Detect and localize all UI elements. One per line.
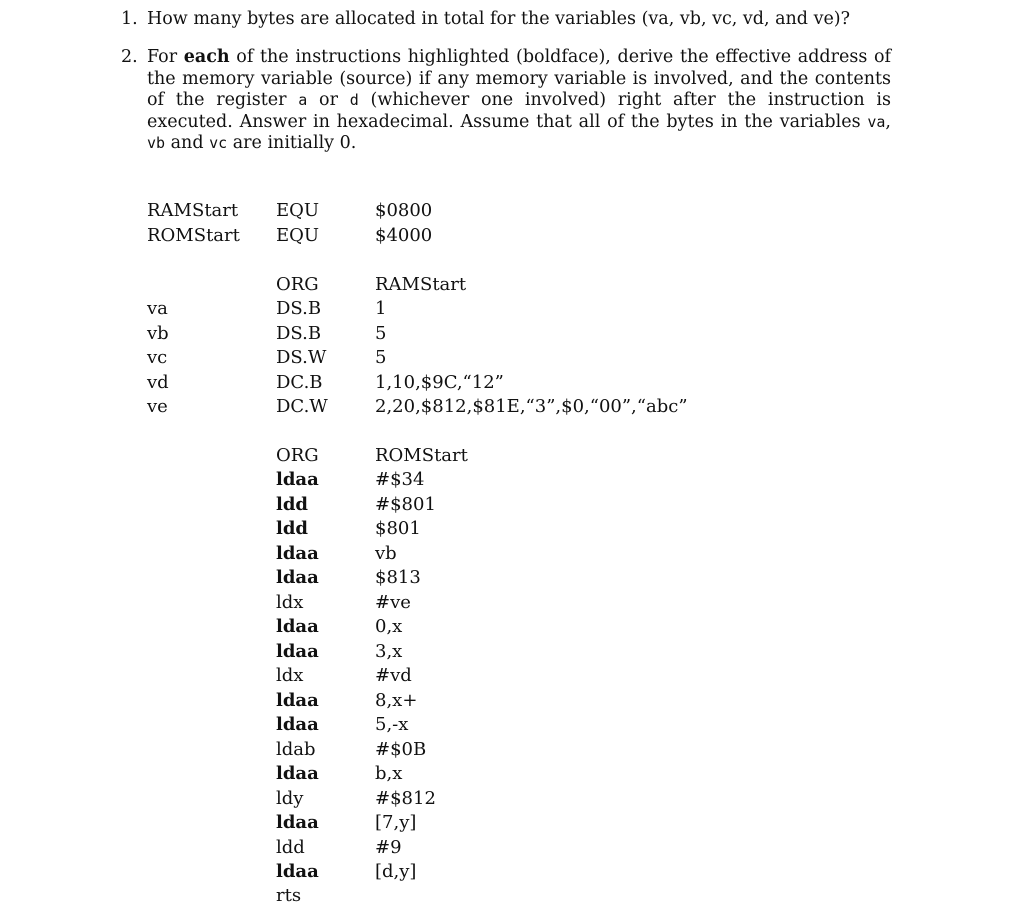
code-opcode: ldd [276,837,305,858]
code-label: RAMStart [147,200,239,221]
code-opcode: DS.B [276,323,322,344]
code-opcode: ldaa [276,469,319,490]
code-operand: 1 [375,298,387,319]
code-opcode: EQU [276,225,320,246]
code-operand: #$801 [375,494,436,515]
register-name: a [298,91,308,109]
code-operand: #$0B [375,739,427,760]
code-opcode: ldaa [276,641,319,662]
code-opcode: ldx [276,665,304,686]
code-label: ROMStart [147,225,240,246]
text-segment: are initially 0. [227,133,357,153]
code-opcode: rts [276,885,302,906]
text-segment: For [147,47,184,67]
code-line [0,493,1024,517]
code-operand: #$34 [375,469,425,490]
code-operand: 5 [375,323,387,344]
code-operand: #ve [375,592,411,613]
code-line [0,199,1024,223]
variable-name: vc [209,134,228,152]
variable-name: va [867,112,886,131]
code-opcode: DS.B [276,298,322,319]
code-line [0,787,1024,811]
code-line [0,884,1024,908]
code-opcode: ldaa [276,812,319,833]
code-line [0,615,1024,639]
code-opcode: ldaa [276,690,319,711]
code-line [0,738,1024,762]
code-label: ve [147,396,168,417]
code-opcode: DC.W [276,396,328,417]
code-label: va [147,298,168,319]
code-operand: 1,10,$9C,“12” [375,372,504,393]
code-operand: ROMStart [375,445,468,466]
code-line [0,591,1024,615]
variable-name: vb [147,134,166,152]
code-operand: 3,x [375,641,403,662]
code-operand: $801 [375,518,421,539]
question-1 [121,9,891,31]
code-opcode: ldaa [276,543,319,564]
code-line [0,664,1024,688]
code-opcode: ORG [276,274,319,295]
text-segment: of the instructions highlighted (boldface), derive the effective address of the memory variable (source) if any memory variable is involved, and the contents of the register [147,47,891,110]
code-line [0,273,1024,297]
code-line [0,322,1024,346]
code-opcode: DC.B [276,372,323,393]
code-operand: $813 [375,567,421,588]
code-opcode: ldab [276,739,316,760]
code-opcode: ORG [276,445,319,466]
code-operand: 8,x+ [375,690,418,711]
code-line [0,297,1024,321]
code-line [0,517,1024,541]
question-number: 1. [121,9,138,29]
code-opcode: ldaa [276,567,319,588]
code-operand: RAMStart [375,274,467,295]
code-opcode: ldy [276,788,304,809]
code-opcode: EQU [276,200,320,221]
code-operand: 0,x [375,616,403,637]
code-line [0,762,1024,786]
code-operand: #vd [375,665,412,686]
code-opcode: ldd [276,518,309,539]
code-operand: vb [375,543,397,564]
text-segment: or [307,90,350,110]
question-text [147,47,891,155]
register-name: d [349,91,359,109]
code-line [0,860,1024,884]
code-opcode: ldx [276,592,304,613]
code-opcode: ldaa [276,861,319,882]
text-segment: and [165,133,210,153]
code-line [0,640,1024,664]
code-line [0,713,1024,737]
code-opcode: ldaa [276,763,319,784]
code-line [0,542,1024,566]
code-line [0,224,1024,248]
code-line [0,468,1024,492]
emphasis-word: each [183,47,230,67]
code-line [0,566,1024,590]
code-line [0,346,1024,370]
code-operand: 5 [375,347,387,368]
code-operand: #9 [375,837,402,858]
code-opcode: ldd [276,494,309,515]
code-line [0,444,1024,468]
code-opcode: ldaa [276,714,319,735]
question-2 [121,47,891,155]
text-segment: , [885,111,891,132]
code-line [0,689,1024,713]
code-operand: b,x [375,763,403,784]
code-line [0,836,1024,860]
code-line [0,395,1024,419]
code-label: vb [147,323,169,344]
code-operand: 2,20,$812,$81E,“3”,$0,“00”,“abc” [375,396,688,417]
text-segment: (whichever one involved) right after the instruction is executed. Answer in hexadecimal. Assume that all of the bytes in the variables [147,90,892,132]
code-line [0,371,1024,395]
code-operand: #$812 [375,788,436,809]
code-opcode: ldaa [276,616,319,637]
question-text: How many bytes are allocated in total for the variables (va, vb, vc, vd, and ve)? [147,9,851,29]
code-label: vd [147,372,169,393]
code-operand: [7,y] [375,812,417,833]
code-operand: $4000 [375,225,433,246]
code-operand: $0800 [375,200,433,221]
code-operand: 5,-x [375,714,409,735]
question-number: 2. [121,47,138,67]
code-operand: [d,y] [375,861,417,882]
code-label: vc [147,347,168,368]
code-line [0,811,1024,835]
code-opcode: DS.W [276,347,327,368]
